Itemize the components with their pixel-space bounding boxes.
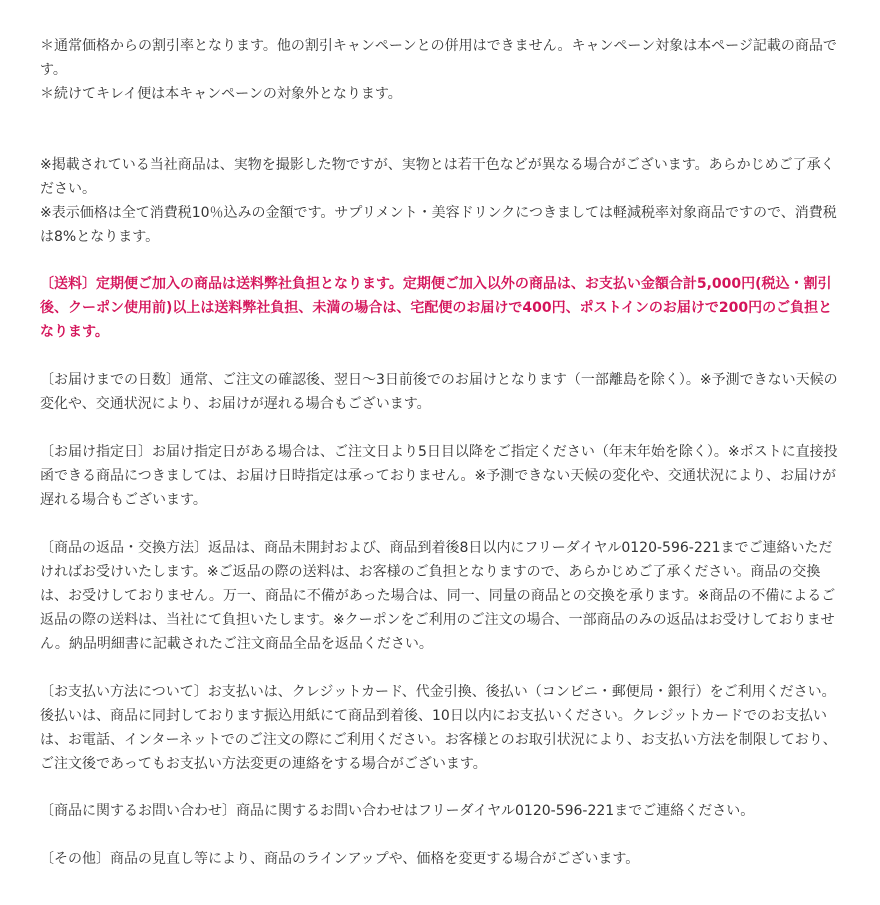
campaign-note-discount: ＊通常価格からの割引率となります。他の割引キャンペーンとの併用はできません。キャンペーン対象は本ページ記載の商品です。 — [40, 38, 837, 78]
campaign-note-exclusion: ＊続けてキレイ便は本キャンペーンの対象外となります。 — [40, 86, 402, 102]
inquiries-info: 〔商品に関するお問い合わせ〕商品に関するお問い合わせはフリーダイヤル0120-596-221までご連絡ください。 — [40, 803, 755, 819]
info-sections — [40, 368, 840, 871]
disclaimer-tax: ※表示価格は全て消費税10％込みの金額です。サプリメント・美容ドリンクにつきましては軽減税率対象商品ですので、消費税は8%となります。 — [40, 205, 837, 245]
disclaimers — [40, 153, 840, 249]
shipping-notice: 〔送料〕定期便ご加入の商品は送料弊社負担となります。定期便ご加入以外の商品は、お支払い金額合計5,000円(税込・割引後、クーポン使用前)以上は送料弊社負担、未満の場合は、宅配便のお届けで400円、ポストインのお届けで200円のご負担となります。 — [40, 276, 833, 340]
campaign-notes — [40, 34, 840, 106]
other-info: 〔その他〕商品の見直し等により、商品のラインアップや、価格を変更する場合がございます。 — [40, 851, 640, 867]
payment-info: 〔お支払い方法について〕お支払いは、クレジットカード、代金引換、後払い（コンビニ・郵便局・銀行）をご利用ください。後払いは、商品に同封しております振込用紙にて商品到着後、10日以内にお支払いください。クレジットカードでのお支払いは、お電話、インターネットでのご注文の際にご利用ください。お客様とのお取引状況により、お支払い方法を制限しており、ご注文後であってもお支払い方法変更の連絡をする場合がございます。 — [40, 684, 837, 772]
returns-info: 〔商品の返品・交換方法〕返品は、商品未開封および、商品到着後8日以内にフリーダイヤル0120-596-221までご連絡いただければお受けいたします。※ご返品の際の送料は、お客様のご負担となりますので、あらかじめご了承ください。商品の交換は、お受けしておりません。万一、商品に不備があった場合は、同一、同量の商品との交換を承ります。※商品の不備によるご返品の際の送料は、当社にて負担いたします。※クーポンをご利用のご注文の場合、一部商品のみの返品はお受けしておりません。納品明細書に記載されたご注文商品全品を返品ください。 — [40, 540, 836, 652]
disclaimer-photo: ※掲載されている当社商品は、実物を撮影した物ですが、実物とは若干色などが異なる場合がございます。あらかじめご了承ください。 — [40, 157, 835, 197]
delivery-date-info: 〔お届け指定日〕お届け指定日がある場合は、ご注文日より5日目以降をご指定ください（年末年始を除く）。※ポストに直接投函できる商品につきましては、お届け日時指定は承っておりません。※予測できない天候の変化や、交通状況により、お届けが遅れる場合もございます。 — [40, 444, 838, 508]
delivery-days-info: 〔お届けまでの日数〕通常、ご注文の確認後、翌日〜3日前後でのお届けとなります（一部離島を除く）。※予測できない天候の変化や、交通状況により、お届けが遅れる場合もございます。 — [40, 372, 838, 412]
